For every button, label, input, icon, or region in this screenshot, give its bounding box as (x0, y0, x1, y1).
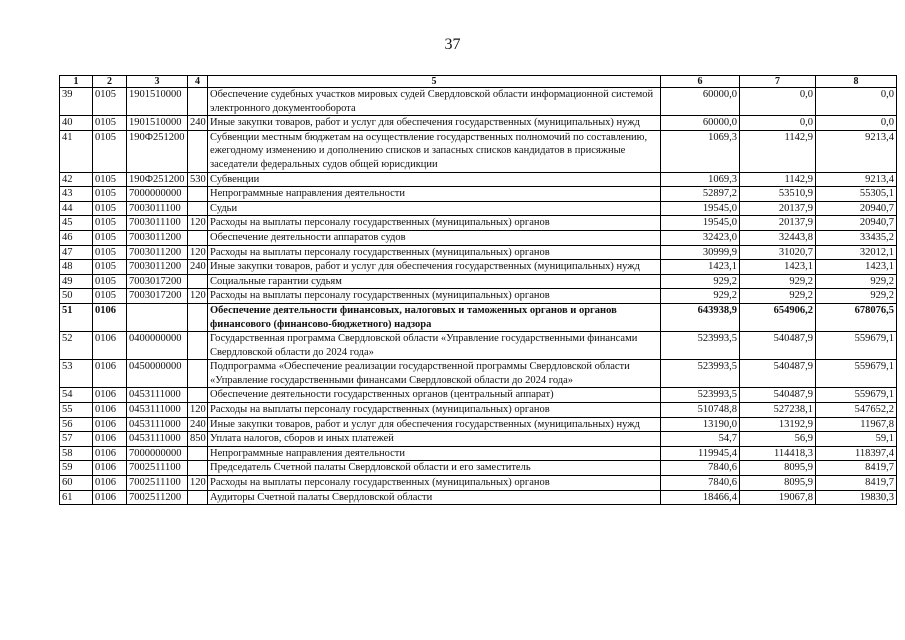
amount-year3-cell: 20940,7 (816, 201, 897, 216)
row-number-cell: 44 (60, 201, 93, 216)
section-code-cell: 0105 (93, 274, 127, 289)
amount-year3-cell: 9213,4 (816, 172, 897, 187)
row-number-cell: 46 (60, 230, 93, 245)
amount-year3-cell: 11967,8 (816, 417, 897, 432)
amount-year2-cell: 540487,9 (740, 388, 816, 403)
amount-year2-cell: 527238,1 (740, 403, 816, 418)
table-row (60, 230, 897, 245)
target-article-code-cell: 7000000000 (127, 446, 188, 461)
target-article-code-cell: 0400000000 (127, 332, 188, 360)
section-code-cell: 0105 (93, 289, 127, 304)
amount-year2-cell: 8095,9 (740, 461, 816, 476)
amount-year3-cell: 559679,1 (816, 388, 897, 403)
amount-year1-cell: 54,7 (661, 432, 740, 447)
amount-year3-cell: 32012,1 (816, 245, 897, 260)
column-header: 5 (208, 76, 661, 88)
amount-year2-cell: 1142,9 (740, 130, 816, 172)
table-row (60, 172, 897, 187)
expense-type-code-cell (188, 230, 208, 245)
amount-year2-cell: 20137,9 (740, 216, 816, 231)
expense-name-cell: Обеспечение судебных участков мировых судей Свердловской области информационной системой электронного документооборота (208, 88, 661, 116)
expense-type-code-cell: 120 (188, 403, 208, 418)
amount-year1-cell: 60000,0 (661, 116, 740, 131)
amount-year3-cell: 33435,2 (816, 230, 897, 245)
amount-year2-cell: 32443,8 (740, 230, 816, 245)
amount-year3-cell: 547652,2 (816, 403, 897, 418)
amount-year3-cell: 8419,7 (816, 461, 897, 476)
amount-year1-cell: 19545,0 (661, 216, 740, 231)
target-article-code-cell: 7003011200 (127, 230, 188, 245)
table-row (60, 360, 897, 388)
row-number-cell: 56 (60, 417, 93, 432)
amount-year1-cell: 643938,9 (661, 303, 740, 331)
expense-name-cell: Непрограммные направления деятельности (208, 446, 661, 461)
table-row (60, 476, 897, 491)
expense-type-code-cell: 120 (188, 216, 208, 231)
expense-name-cell: Уплата налогов, сборов и иных платежей (208, 432, 661, 447)
amount-year3-cell: 59,1 (816, 432, 897, 447)
expense-type-code-cell: 240 (188, 116, 208, 131)
row-number-cell: 39 (60, 88, 93, 116)
section-code-cell: 0105 (93, 216, 127, 231)
column-header: 8 (816, 76, 897, 88)
target-article-code-cell: 0453111000 (127, 417, 188, 432)
expense-name-cell: Расходы на выплаты персоналу государственных (муниципальных) органов (208, 403, 661, 418)
table-row (60, 446, 897, 461)
amount-year2-cell: 1142,9 (740, 172, 816, 187)
section-code-cell: 0106 (93, 388, 127, 403)
expense-name-cell: Иные закупки товаров, работ и услуг для обеспечения государственных (муниципальных) нужд (208, 116, 661, 131)
target-article-code-cell: 0453111000 (127, 432, 188, 447)
amount-year1-cell: 1069,3 (661, 172, 740, 187)
amount-year2-cell: 31020,7 (740, 245, 816, 260)
amount-year1-cell: 510748,8 (661, 403, 740, 418)
table-body (60, 88, 897, 505)
amount-year3-cell: 55305,1 (816, 187, 897, 202)
table-row (60, 417, 897, 432)
amount-year2-cell: 654906,2 (740, 303, 816, 331)
expense-type-code-cell (188, 303, 208, 331)
expense-name-cell: Субвенции (208, 172, 661, 187)
expense-type-code-cell: 120 (188, 245, 208, 260)
target-article-code-cell: 0450000000 (127, 360, 188, 388)
row-number-cell: 51 (60, 303, 93, 331)
target-article-code-cell: 0453111000 (127, 388, 188, 403)
expense-type-code-cell (188, 360, 208, 388)
section-code-cell: 0106 (93, 417, 127, 432)
amount-year3-cell: 118397,4 (816, 446, 897, 461)
row-number-cell: 42 (60, 172, 93, 187)
section-code-cell: 0106 (93, 432, 127, 447)
amount-year2-cell: 13192,9 (740, 417, 816, 432)
column-header: 6 (661, 76, 740, 88)
row-number-cell: 54 (60, 388, 93, 403)
row-number-cell: 45 (60, 216, 93, 231)
amount-year2-cell: 929,2 (740, 289, 816, 304)
expense-name-cell: Государственная программа Свердловской области «Управление государственными финансами Свердловской области до 2024 года» (208, 332, 661, 360)
row-number-cell: 40 (60, 116, 93, 131)
table-row (60, 216, 897, 231)
column-header: 3 (127, 76, 188, 88)
amount-year3-cell: 929,2 (816, 274, 897, 289)
table-row (60, 187, 897, 202)
table-row (60, 403, 897, 418)
amount-year1-cell: 523993,5 (661, 360, 740, 388)
expense-name-cell: Расходы на выплаты персоналу государственных (муниципальных) органов (208, 216, 661, 231)
expense-name-cell: Иные закупки товаров, работ и услуг для обеспечения государственных (муниципальных) нужд (208, 417, 661, 432)
target-article-code-cell: 190Ф251200 (127, 172, 188, 187)
target-article-code-cell: 7003011200 (127, 260, 188, 275)
section-code-cell: 0106 (93, 403, 127, 418)
amount-year2-cell: 8095,9 (740, 476, 816, 491)
amount-year1-cell: 13190,0 (661, 417, 740, 432)
row-number-cell: 61 (60, 490, 93, 505)
table-row (60, 88, 897, 116)
row-number-cell: 53 (60, 360, 93, 388)
table-row (60, 303, 897, 331)
section-code-cell: 0105 (93, 130, 127, 172)
table-row (60, 332, 897, 360)
section-code-cell: 0106 (93, 461, 127, 476)
expense-type-code-cell (188, 88, 208, 116)
target-article-code-cell: 7003011100 (127, 216, 188, 231)
table-row (60, 274, 897, 289)
table-row (60, 130, 897, 172)
row-number-cell: 50 (60, 289, 93, 304)
budget-table (59, 75, 897, 505)
row-number-cell: 59 (60, 461, 93, 476)
amount-year1-cell: 30999,9 (661, 245, 740, 260)
expense-type-code-cell: 120 (188, 289, 208, 304)
amount-year1-cell: 1069,3 (661, 130, 740, 172)
expense-name-cell: Подпрограмма «Обеспечение реализации государственной программы Свердловской области «Управление государственными финансами Свердловской области до 2024 года» (208, 360, 661, 388)
amount-year3-cell: 559679,1 (816, 360, 897, 388)
expense-name-cell: Обеспечение деятельности финансовых, налоговых и таможенных органов и органов финансового (финансово-бюджетного) надзора (208, 303, 661, 331)
amount-year2-cell: 540487,9 (740, 360, 816, 388)
section-code-cell: 0106 (93, 446, 127, 461)
amount-year1-cell: 119945,4 (661, 446, 740, 461)
target-article-code-cell: 7002511100 (127, 476, 188, 491)
expense-type-code-cell (188, 446, 208, 461)
amount-year1-cell: 523993,5 (661, 388, 740, 403)
amount-year2-cell: 19067,8 (740, 490, 816, 505)
target-article-code-cell: 7003011100 (127, 201, 188, 216)
amount-year2-cell: 0,0 (740, 116, 816, 131)
expense-type-code-cell: 850 (188, 432, 208, 447)
expense-name-cell: Иные закупки товаров, работ и услуг для обеспечения государственных (муниципальных) нужд (208, 260, 661, 275)
row-number-cell: 55 (60, 403, 93, 418)
expense-type-code-cell (188, 490, 208, 505)
expense-name-cell: Расходы на выплаты персоналу государственных (муниципальных) органов (208, 245, 661, 260)
expense-name-cell: Председатель Счетной палаты Свердловской области и его заместитель (208, 461, 661, 476)
amount-year3-cell: 0,0 (816, 116, 897, 131)
expense-name-cell: Социальные гарантии судьям (208, 274, 661, 289)
expense-type-code-cell: 240 (188, 260, 208, 275)
header-row (60, 76, 897, 88)
target-article-code-cell: 7003011200 (127, 245, 188, 260)
expense-name-cell: Субвенции местным бюджетам на осуществление государственных полномочий по составлению, ежегодному изменению и дополнению списков и запасных списков кандидатов в присяжные заседатели федеральных судов общей юрисдикции (208, 130, 661, 172)
amount-year2-cell: 1423,1 (740, 260, 816, 275)
amount-year3-cell: 929,2 (816, 289, 897, 304)
table-row (60, 116, 897, 131)
table-row (60, 201, 897, 216)
amount-year2-cell: 540487,9 (740, 332, 816, 360)
amount-year1-cell: 19545,0 (661, 201, 740, 216)
amount-year2-cell: 20137,9 (740, 201, 816, 216)
target-article-code-cell: 7003017200 (127, 289, 188, 304)
row-number-cell: 57 (60, 432, 93, 447)
amount-year1-cell: 18466,4 (661, 490, 740, 505)
amount-year3-cell: 9213,4 (816, 130, 897, 172)
row-number-cell: 43 (60, 187, 93, 202)
target-article-code-cell: 7002511200 (127, 490, 188, 505)
expense-type-code-cell (188, 388, 208, 403)
amount-year2-cell: 114418,3 (740, 446, 816, 461)
amount-year1-cell: 7840,6 (661, 461, 740, 476)
amount-year2-cell: 53510,9 (740, 187, 816, 202)
section-code-cell: 0106 (93, 490, 127, 505)
target-article-code-cell: 190Ф251200 (127, 130, 188, 172)
target-article-code-cell: 7003017200 (127, 274, 188, 289)
expense-type-code-cell: 240 (188, 417, 208, 432)
amount-year1-cell: 929,2 (661, 274, 740, 289)
section-code-cell: 0105 (93, 187, 127, 202)
expense-name-cell: Непрограммные направления деятельности (208, 187, 661, 202)
expense-name-cell: Обеспечение деятельности аппаратов судов (208, 230, 661, 245)
row-number-cell: 41 (60, 130, 93, 172)
expense-name-cell: Аудиторы Счетной палаты Свердловской области (208, 490, 661, 505)
amount-year2-cell: 929,2 (740, 274, 816, 289)
expense-type-code-cell (188, 130, 208, 172)
amount-year1-cell: 7840,6 (661, 476, 740, 491)
target-article-code-cell: 7002511100 (127, 461, 188, 476)
expense-type-code-cell (188, 201, 208, 216)
expense-type-code-cell (188, 332, 208, 360)
section-code-cell: 0105 (93, 230, 127, 245)
expense-name-cell: Обеспечение деятельности государственных органов (центральный аппарат) (208, 388, 661, 403)
row-number-cell: 48 (60, 260, 93, 275)
amount-year3-cell: 20940,7 (816, 216, 897, 231)
table-row (60, 289, 897, 304)
table-row (60, 245, 897, 260)
amount-year1-cell: 929,2 (661, 289, 740, 304)
row-number-cell: 49 (60, 274, 93, 289)
expense-type-code-cell (188, 187, 208, 202)
target-article-code-cell: 1901510000 (127, 88, 188, 116)
section-code-cell: 0106 (93, 303, 127, 331)
target-article-code-cell: 0453111000 (127, 403, 188, 418)
amount-year1-cell: 32423,0 (661, 230, 740, 245)
table-row (60, 388, 897, 403)
section-code-cell: 0105 (93, 201, 127, 216)
amount-year3-cell: 8419,7 (816, 476, 897, 491)
expense-type-code-cell: 530 (188, 172, 208, 187)
row-number-cell: 52 (60, 332, 93, 360)
amount-year2-cell: 0,0 (740, 88, 816, 116)
amount-year3-cell: 0,0 (816, 88, 897, 116)
table-row (60, 432, 897, 447)
expense-name-cell: Судьи (208, 201, 661, 216)
row-number-cell: 47 (60, 245, 93, 260)
amount-year1-cell: 52897,2 (661, 187, 740, 202)
target-article-code-cell: 7000000000 (127, 187, 188, 202)
expense-type-code-cell: 120 (188, 476, 208, 491)
section-code-cell: 0105 (93, 245, 127, 260)
expense-type-code-cell (188, 274, 208, 289)
target-article-code-cell (127, 303, 188, 331)
expense-name-cell: Расходы на выплаты персоналу государственных (муниципальных) органов (208, 476, 661, 491)
section-code-cell: 0105 (93, 116, 127, 131)
column-header: 4 (188, 76, 208, 88)
amount-year3-cell: 1423,1 (816, 260, 897, 275)
table-row (60, 490, 897, 505)
table-row (60, 461, 897, 476)
section-code-cell: 0105 (93, 260, 127, 275)
row-number-cell: 60 (60, 476, 93, 491)
column-header: 2 (93, 76, 127, 88)
column-header: 1 (60, 76, 93, 88)
section-code-cell: 0106 (93, 332, 127, 360)
section-code-cell: 0106 (93, 476, 127, 491)
amount-year3-cell: 678076,5 (816, 303, 897, 331)
amount-year3-cell: 559679,1 (816, 332, 897, 360)
amount-year1-cell: 1423,1 (661, 260, 740, 275)
column-header: 7 (740, 76, 816, 88)
row-number-cell: 58 (60, 446, 93, 461)
expense-type-code-cell (188, 461, 208, 476)
amount-year1-cell: 523993,5 (661, 332, 740, 360)
section-code-cell: 0105 (93, 172, 127, 187)
expense-name-cell: Расходы на выплаты персоналу государственных (муниципальных) органов (208, 289, 661, 304)
amount-year1-cell: 60000,0 (661, 88, 740, 116)
page-number: 37 (444, 36, 461, 53)
amount-year3-cell: 19830,3 (816, 490, 897, 505)
table-row (60, 260, 897, 275)
section-code-cell: 0106 (93, 360, 127, 388)
target-article-code-cell: 1901510000 (127, 116, 188, 131)
section-code-cell: 0105 (93, 88, 127, 116)
amount-year2-cell: 56,9 (740, 432, 816, 447)
